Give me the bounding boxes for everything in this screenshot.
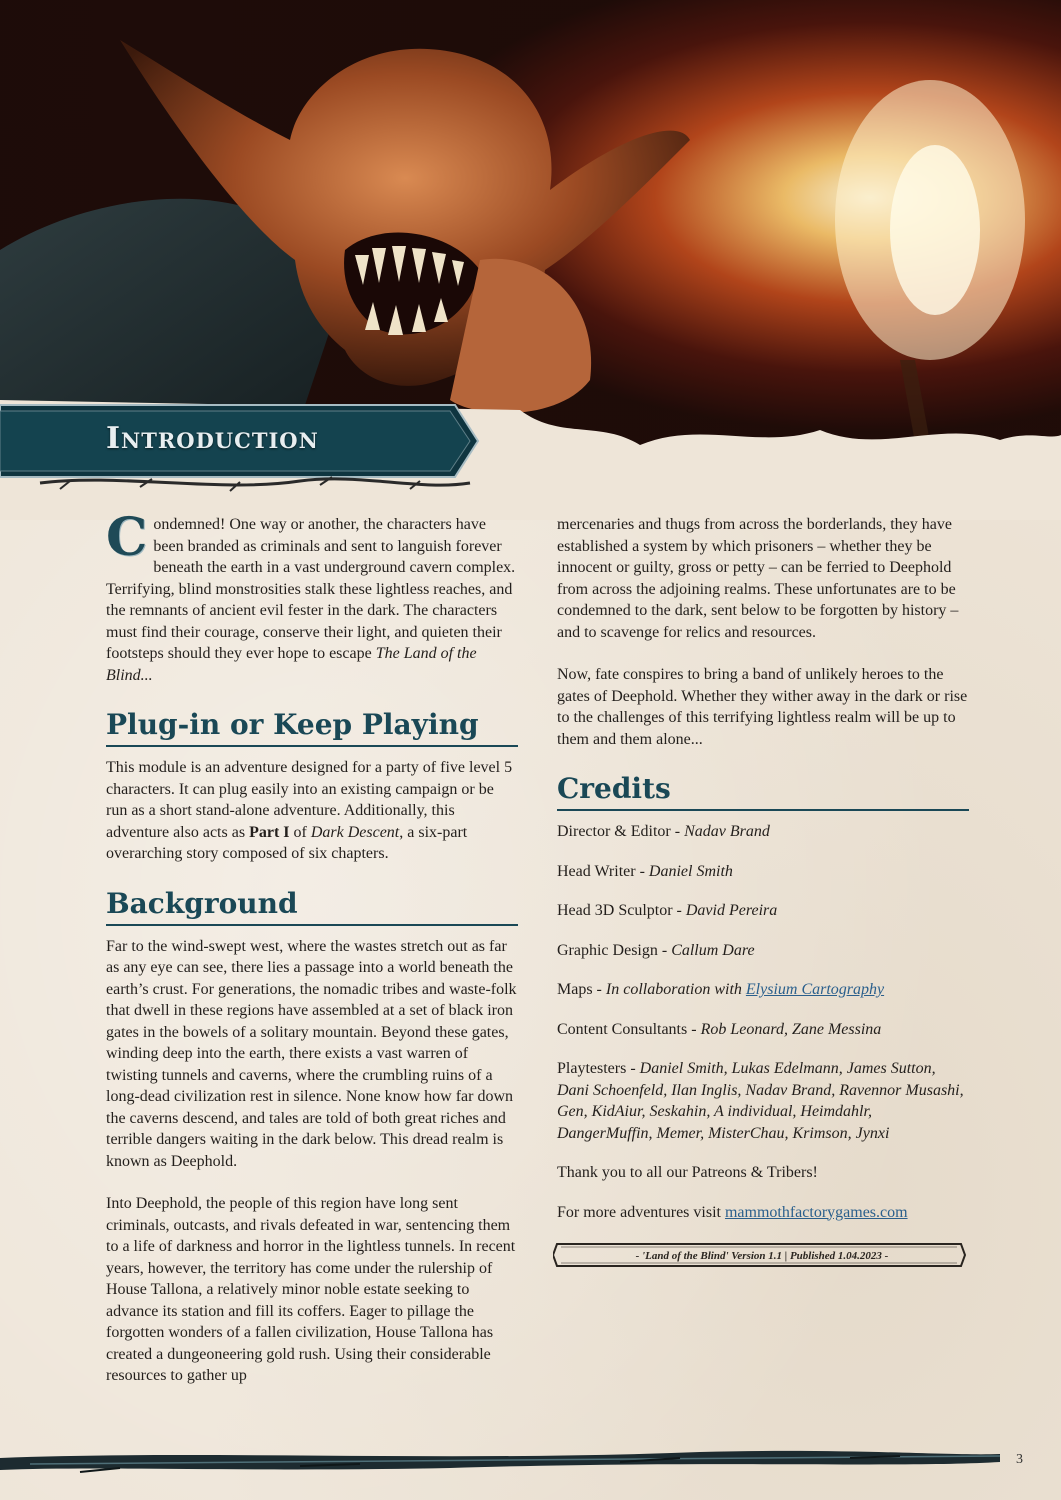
- intro-text: ondemned! One way or another, the characters have been branded as criminals and sent to languish forever beneath the earth in a vast underground cavern complex. Terrifying, blind monstrosities stalk these lightless reaches, and the remnants of ancient evil fester in the dark. The characters must find their courage, conserve their light, and quieten their footsteps should they ever hope to escape: [106, 516, 516, 662]
- right-column: [557, 514, 969, 1267]
- thanks-text: Thank you to all our Patreons & Tribers!: [557, 1164, 818, 1181]
- intro-italic: The Land of the Blind...: [106, 645, 477, 684]
- more-adventures: [557, 1202, 969, 1224]
- plugin-paragraph: [106, 757, 518, 865]
- background-paragraph-3: mercenaries and thugs from across the borderlands, they have established a system by which prisoners – whether they be innocent or guilty, gross or petty – can be ferried to Deephold from across the adjoining realms. These unfortunates are to be condemned to the dark, sent below to be forgotten by history – and to scavenge for relics and resources.: [557, 516, 959, 641]
- heading-background: Background: [106, 886, 518, 926]
- left-column: [106, 507, 518, 1408]
- credit-item: [557, 861, 969, 883]
- plugin-text-1: This module is an adventure designed for a party of five level 5 characters. It can plug easily into an existing campaign or be run as a short stand-alone adventure. Additionally, this adventure also acts as: [106, 759, 513, 841]
- credit-playtesters: [557, 1058, 969, 1144]
- credit-role: Director & Editor -: [557, 823, 685, 840]
- credit-role: Playtesters -: [557, 1060, 640, 1077]
- heading-credits: Credits: [557, 771, 969, 811]
- page-number: 3: [1016, 1452, 1023, 1467]
- plugin-text-2: , a six-part overarching story composed of six chapters.: [106, 823, 468, 862]
- mammoth-factory-link[interactable]: mammothfactorygames.com: [724, 1203, 908, 1221]
- part-label: Part I: [249, 823, 290, 841]
- credit-role: Graphic Design -: [557, 941, 672, 959]
- credit-names: David Pereira: [685, 902, 778, 919]
- background-paragraph-4: Now, fate conspires to bring a band of unlikely heroes to the gates of Deephold. Whether they wither away in the dark or rise to the challenges of this terrifying lightless realm will be up to them and them alone...: [557, 666, 968, 748]
- plugin-text-of: of: [289, 823, 311, 841]
- credit-maps-text: In collaboration with: [605, 981, 746, 998]
- credit-names: Callum Dare: [671, 941, 755, 959]
- elysium-cartography-link[interactable]: Elysium Cartography: [745, 981, 885, 998]
- credit-item: [557, 900, 969, 922]
- more-text: For more adventures visit: [557, 1203, 725, 1221]
- background-paragraph-2: Into Deephold, the people of this region have long sent criminals, outcasts, and rivals defeated in war, sentencing them to a life of darkness and horror in the lightless tunnels. In recent years, however, the territory has come under the rulership of House Tallona, a relatively minor noble estate seeking to advance its station and fill its coffers. Eager to pillage the forgotten wonders of a fallen civilization, House Tallona has created a dungeoneering gold rush. Using their considerable resources to gather up: [106, 1195, 516, 1384]
- version-text: - 'Land of the Blind' Version 1.1 | Published 1.04.2023 -: [635, 1250, 889, 1262]
- credit-names: Daniel Smith, Lukas Edelmann, James Sutton, Dani Schoenfeld, Ilan Inglis, Nadav Brand, Ravennor Musashi, Gen, KidAiur, Seskahin, A individual, Heimdahlr, DangerMuffin, Memer, MisterChau, Krimson, Jynxi: [557, 1060, 964, 1142]
- credit-item: [557, 821, 969, 843]
- heading-plugin: Plug-in or Keep Playing: [106, 707, 518, 747]
- dropcap: C: [106, 507, 148, 568]
- credit-maps: [557, 979, 969, 1001]
- credit-names: Nadav Brand: [684, 823, 770, 840]
- credit-consultants: [557, 1019, 969, 1041]
- intro-paragraph: [106, 507, 518, 686]
- credit-item: [557, 940, 969, 962]
- footer-brush-stroke: [0, 1428, 1061, 1488]
- credit-role: Content Consultants -: [557, 1020, 701, 1038]
- credit-role: Head 3D Sculptor -: [557, 902, 686, 919]
- credit-names: Daniel Smith: [648, 862, 733, 880]
- dark-descent-title: Dark Descent: [310, 823, 400, 841]
- background-paragraph-1: Far to the wind-swept west, where the wastes stretch out as far as any eye can see, there lies a passage into a world beneath the earth’s crust. For generations, the nomadic tribes and waste-folk that dwell in these regions have assembled at a set of black iron gates in the bowels of a solitary mountain. Beyond these gates, winding deep into the earth, there exists a vast warren of twisting tunnels and caverns, where the crumbling ruins of a long-dead civilization rest in silence. None know how far down the caverns descend, and tales are told of both great riches and terrible dangers waiting in the dark below. This dread realm is known as Deephold.: [106, 937, 517, 1170]
- version-box: [557, 1241, 967, 1267]
- credit-role: Maps -: [557, 981, 606, 998]
- credit-names: Rob Leonard, Zane Messina: [700, 1020, 882, 1038]
- page-title: Introduction: [106, 421, 319, 456]
- credit-role: Head Writer -: [557, 862, 649, 880]
- section-title-banner: [0, 403, 480, 479]
